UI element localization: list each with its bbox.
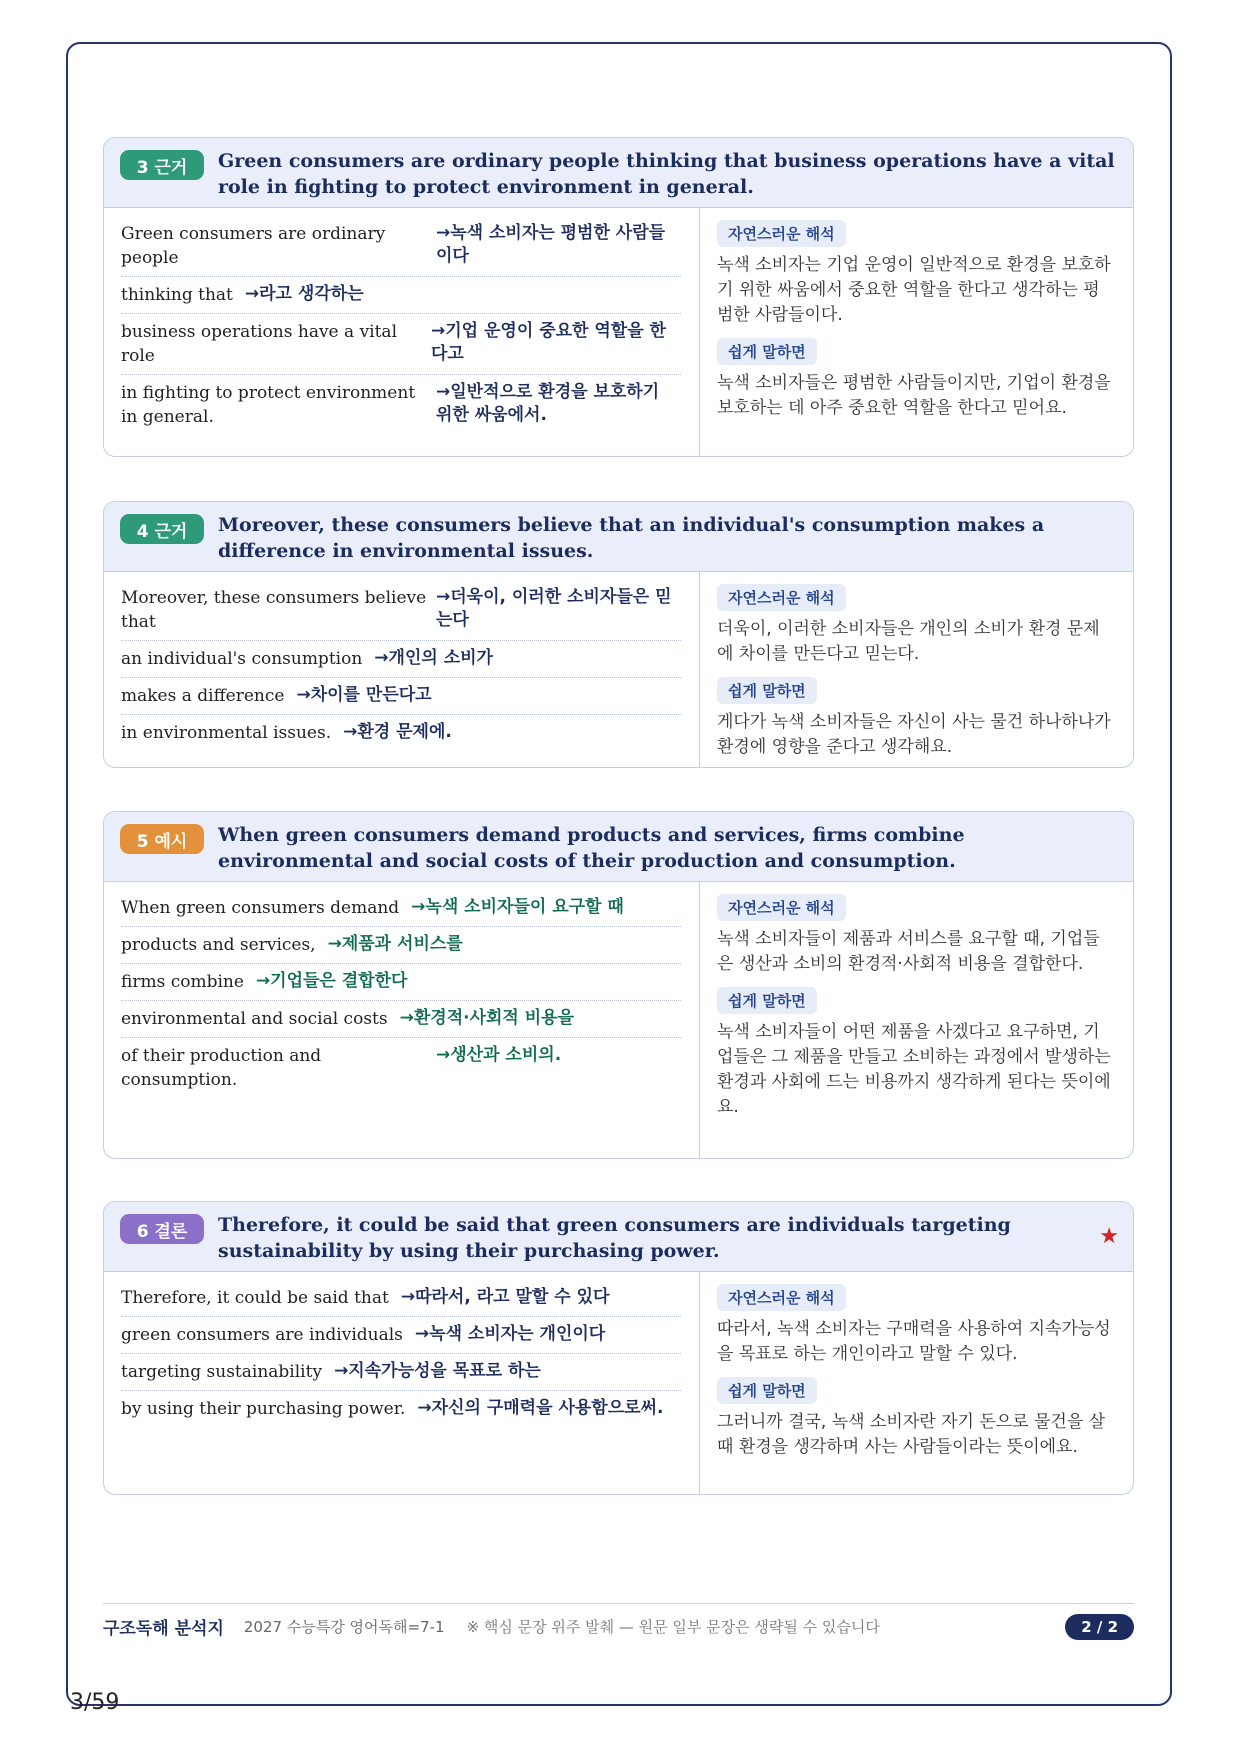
chunk-row bbox=[121, 1317, 681, 1354]
easy-explanation: 녹색 소비자들이 어떤 제품을 사겠다고 요구하면, 기업들은 그 제품을 만들고 소비하는 과정에서 발생하는 환경과 사회에 드는 비용까지 생각하게 된다는 뜻이에요. bbox=[717, 1022, 1111, 1117]
chunk-korean: →녹색 소비자는 평범한 사람들이다 bbox=[436, 223, 666, 266]
chunk-row bbox=[121, 1280, 681, 1317]
translation-panel bbox=[700, 208, 1133, 456]
chunk-korean: →지속가능성을 목표로 하는 bbox=[334, 1361, 541, 1381]
chunk-english: in fighting to protect environment in general. bbox=[121, 383, 416, 427]
chunk-row bbox=[121, 1038, 681, 1098]
chunk-row bbox=[121, 641, 681, 678]
example-tag: 5 예시 bbox=[120, 824, 204, 854]
chunk-row bbox=[121, 678, 681, 715]
easy-explanation-label: 쉽게 말하면 bbox=[717, 338, 817, 365]
chunk-row bbox=[121, 715, 681, 751]
footer-source-code: 2027 수능특강 영어독해=7-1 bbox=[243, 1618, 445, 1636]
chunk-korean: →차이를 만든다고 bbox=[296, 685, 432, 705]
page-number-badge: 2 / 2 bbox=[1065, 1614, 1134, 1640]
card-header bbox=[104, 812, 1133, 882]
translation-panel bbox=[700, 882, 1133, 1158]
natural-translation-label: 자연스러운 해석 bbox=[717, 584, 846, 611]
chunk-korean: →녹색 소비자는 개인이다 bbox=[414, 1324, 606, 1344]
chunk-korean: →일반적으로 환경을 보호하기 위한 싸움에서. bbox=[436, 382, 660, 425]
chunk-english: of their production and consumption. bbox=[121, 1046, 322, 1090]
chunk-english: thinking that bbox=[121, 285, 233, 305]
page-counter: 3/59 bbox=[70, 1690, 120, 1715]
chunk-korean: →기업들은 결합한다 bbox=[255, 971, 408, 991]
chunk-korean: →환경적·사회적 비용을 bbox=[399, 1008, 575, 1028]
sentence-headline: Moreover, these consumers believe that an individual's consumption makes a difference in environmental issues. bbox=[218, 514, 1045, 562]
card-header bbox=[104, 1202, 1133, 1272]
evidence-tag: 4 근거 bbox=[120, 514, 204, 544]
chunk-list bbox=[104, 882, 700, 1158]
chunk-korean: →라고 생각하는 bbox=[244, 284, 364, 304]
chunk-korean: →환경 문제에. bbox=[343, 722, 452, 742]
natural-translation: 녹색 소비자들이 제품과 서비스를 요구할 때, 기업들은 생산과 소비의 환경적·사회적 비용을 결합한다. bbox=[717, 929, 1100, 974]
sentence-card-5 bbox=[103, 811, 1134, 1159]
chunk-korean: →개인의 소비가 bbox=[374, 648, 493, 668]
chunk-korean: →제품과 서비스를 bbox=[327, 934, 463, 954]
easy-explanation-label: 쉽게 말하면 bbox=[717, 677, 817, 704]
card-header bbox=[104, 138, 1133, 208]
page-footer bbox=[103, 1603, 1134, 1639]
chunk-english: Moreover, these consumers believe that bbox=[121, 588, 427, 632]
chunk-korean: →녹색 소비자들이 요구할 때 bbox=[411, 897, 624, 917]
natural-translation-label: 자연스러운 해석 bbox=[717, 220, 846, 247]
conclusion-tag: 6 결론 bbox=[120, 1214, 204, 1244]
chunk-list bbox=[104, 208, 700, 456]
sentence-headline: Therefore, it could be said that green consumers are individuals targeting sustainability by using their purchasing power. bbox=[218, 1214, 1011, 1262]
chunk-row bbox=[121, 1391, 681, 1427]
chunk-row bbox=[121, 1354, 681, 1391]
chunk-english: targeting sustainability bbox=[121, 1362, 323, 1382]
chunk-korean: →기업 운영이 중요한 역할을 한다고 bbox=[431, 321, 666, 364]
evidence-tag: 3 근거 bbox=[120, 150, 204, 180]
sentence-card-3 bbox=[103, 137, 1134, 457]
natural-translation-label: 자연스러운 해석 bbox=[717, 894, 846, 921]
chunk-english: business operations have a vital role bbox=[121, 322, 398, 366]
chunk-english: environmental and social costs bbox=[121, 1009, 388, 1029]
chunk-english: Therefore, it could be said that bbox=[121, 1288, 389, 1308]
sentence-card-4 bbox=[103, 501, 1134, 768]
chunk-english: in environmental issues. bbox=[121, 723, 332, 743]
sentence-headline: When green consumers demand products and services, firms combine environmental and social costs of their production and consumption. bbox=[218, 824, 965, 872]
chunk-english: products and services, bbox=[121, 935, 316, 955]
natural-translation-label: 자연스러운 해석 bbox=[717, 1284, 846, 1311]
chunk-row bbox=[121, 216, 681, 277]
natural-translation: 따라서, 녹색 소비자는 구매력을 사용하여 지속가능성을 목표로 하는 개인이라고 말할 수 있다. bbox=[717, 1319, 1111, 1364]
translation-panel bbox=[700, 1272, 1133, 1494]
chunk-row bbox=[121, 964, 681, 1001]
chunk-list bbox=[104, 1272, 700, 1494]
chunk-row bbox=[121, 375, 681, 435]
chunk-english: Green consumers are ordinary people bbox=[121, 224, 386, 268]
chunk-list bbox=[104, 572, 700, 767]
footer-note: ※ 핵심 문장 위주 발췌 — 원문 일부 문장은 생략될 수 있습니다 bbox=[466, 1618, 880, 1636]
chunk-korean: →더욱이, 이러한 소비자들은 믿는다 bbox=[436, 587, 672, 630]
natural-translation: 더욱이, 이러한 소비자들은 개인의 소비가 환경 문제에 차이를 만든다고 믿는다. bbox=[717, 619, 1100, 664]
translation-panel bbox=[700, 572, 1133, 767]
chunk-row bbox=[121, 890, 681, 927]
chunk-english: firms combine bbox=[121, 972, 244, 992]
chunk-english: When green consumers demand bbox=[121, 898, 400, 918]
footer-title: 구조독해 분석지 bbox=[103, 1619, 224, 1639]
chunk-korean: →생산과 소비의. bbox=[436, 1045, 562, 1065]
chunk-row bbox=[121, 580, 681, 641]
natural-translation: 녹색 소비자는 기업 운영이 일반적으로 환경을 보호하기 위한 싸움에서 중요한 역할을 한다고 생각하는 평범한 사람들이다. bbox=[717, 255, 1111, 325]
card-header bbox=[104, 502, 1133, 572]
chunk-english: an individual's consumption bbox=[121, 649, 363, 669]
chunk-korean: →자신의 구매력을 사용함으로써. bbox=[417, 1398, 664, 1418]
chunk-english: green consumers are individuals bbox=[121, 1325, 403, 1345]
easy-explanation-label: 쉽게 말하면 bbox=[717, 1377, 817, 1404]
chunk-english: by using their purchasing power. bbox=[121, 1399, 406, 1419]
star-icon: ★ bbox=[1099, 1224, 1119, 1249]
chunk-row bbox=[121, 314, 681, 375]
chunk-row bbox=[121, 927, 681, 964]
chunk-korean: →따라서, 라고 말할 수 있다 bbox=[400, 1287, 610, 1307]
easy-explanation: 녹색 소비자들은 평범한 사람들이지만, 기업이 환경을 보호하는 데 아주 중요한 역할을 한다고 믿어요. bbox=[717, 373, 1111, 418]
sentence-card-6 bbox=[103, 1201, 1134, 1495]
easy-explanation-label: 쉽게 말하면 bbox=[717, 987, 817, 1014]
sentence-headline: Green consumers are ordinary people thinking that business operations have a vital role in fighting to protect environment in general. bbox=[218, 150, 1115, 198]
chunk-english: makes a difference bbox=[121, 686, 285, 706]
chunk-row bbox=[121, 1001, 681, 1038]
easy-explanation: 게다가 녹색 소비자들은 자신이 사는 물건 하나하나가 환경에 영향을 준다고 생각해요. bbox=[717, 712, 1111, 757]
easy-explanation: 그러니까 결국, 녹색 소비자란 자기 돈으로 물건을 살 때 환경을 생각하며 사는 사람들이라는 뜻이에요. bbox=[717, 1412, 1106, 1457]
chunk-row bbox=[121, 277, 681, 314]
